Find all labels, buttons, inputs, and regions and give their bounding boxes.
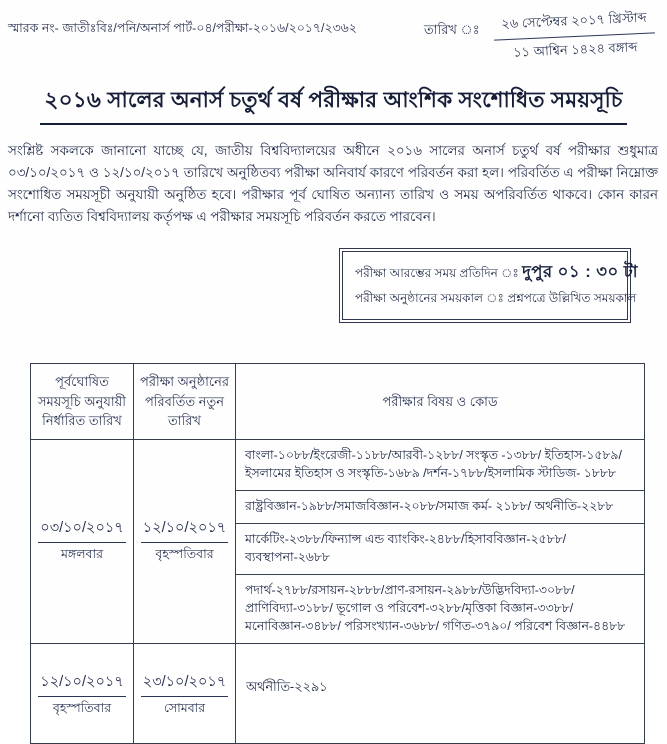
new-day: সোমবার xyxy=(163,700,206,715)
new-date: ২৩/১০/২০১৭ xyxy=(141,671,228,697)
exam-start-time-label: পরীক্ষা আরম্ভের সময় প্রতিদিন ঃ xyxy=(355,266,523,281)
subjects-cell xyxy=(236,644,644,743)
exam-start-time-value: দুপুর ০১ : ৩০ টা xyxy=(522,263,639,282)
new-date-cell xyxy=(134,644,236,743)
old-date: ১২/১০/২০১৭ xyxy=(38,671,125,697)
title-wrap xyxy=(0,84,667,125)
date-bengali: ১১ আশ্বিন ১৪২৪ বঙ্গাব্দ xyxy=(512,39,638,60)
exam-duration-line xyxy=(355,290,637,310)
table-row xyxy=(31,644,644,743)
date-gregorian: ২৬ সেপ্টেম্বর ২০১৭ খ্রিস্টাব্দ xyxy=(493,8,655,40)
subject-group: বাংলা-১০৮৮/ইংরেজী-১১৮৮/আরবী-১২৮৮/ সংস্কৃত -১৩৮৮/ ইতিহাস-১৫৮৯/ ইসলামের ইতিহাস ও সংস্কৃতি-১৬৮৯ /দর্শন-১৭৮৮/ইসলামিক স্টাডিজ- ১৮৮৮ xyxy=(236,440,644,491)
page-title: ২০১৬ সালের অনার্স চতুর্থ বর্ষ পরীক্ষার আংশিক সংশোধিত সময়সূচি xyxy=(40,84,626,125)
date-label: তারিখ ঃ xyxy=(423,22,480,37)
date-stack xyxy=(493,8,656,65)
subject-group: রাষ্ট্রবিজ্ঞান-১৯৮৮/সমাজবিজ্ঞান-২০৮৮/সমাজ কর্ম- ২১৮৮/ অর্থনীতি-২২৮৮ xyxy=(236,491,644,524)
new-date: ১২/১০/২০১৭ xyxy=(141,517,228,543)
old-date-cell xyxy=(31,644,134,743)
new-day: বৃহস্পতিবার xyxy=(155,546,214,561)
old-day: বৃহস্পতিবার xyxy=(52,700,112,715)
old-date: ০৩/১০/২০১৭ xyxy=(38,517,125,543)
exam-start-time-line xyxy=(355,259,639,286)
subject-group: পদার্থ-২৭৮৮/রসায়ন-২৮৮৮/প্রাণ-রসায়ন-২৯৮৮/উদ্ভিদবিদ্যা-৩০৮৮/ প্রাণিবিদ্যা-৩১৮৮/ ভূগোল ও পরিবেশ-৩২৮৮/মৃত্তিকা বিজ্ঞান-৩৩৮৮/মনোবিজ্ঞান-৩৪৮৮/ পরিসংখ্যান-৩৬৮৮/ গণিত-৩৭৯০/ পরিবেশ বিজ্ঞান-৪৪৮৮ xyxy=(245,582,626,633)
old-date-cell xyxy=(31,440,134,643)
subject-group: মার্কেটিং-২৩৮৮/ফিন্যান্স এন্ড ব্যাংকিং-২৪৮৮/হিসাববিজ্ঞান-২৫৮৮/ ব্যবস্থাপনা-২৬৮৮ xyxy=(236,524,644,575)
exam-duration-label: পরীক্ষা অনুষ্ঠানের সময়কাল ঃ xyxy=(355,291,508,306)
table-header-row xyxy=(31,364,644,440)
col-header-new-date: পরীক্ষা অনুষ্ঠানের পরিবর্তিত নতুন তারিখ xyxy=(134,364,236,439)
schedule-table xyxy=(30,363,645,743)
col-header-subjects: পরীক্ষার বিষয় ও কোড xyxy=(382,393,498,409)
exam-duration-value: প্রশ্নপত্রে উল্লিখিত সময়কাল xyxy=(507,291,637,306)
notice-paragraph: সংশ্লিষ্ট সকলকে জানানো যাচ্ছে যে, জাতীয় বিশ্ববিদ্যালয়ের অধীনে ২০১৬ সালের অনার্স চতুর্থ বর্ষ পরীক্ষার শুধুমাত্র ০৩/১০/২০১৭ ও ১২/১০/২০১৭ তারিখে অনুষ্ঠিতব্য পরীক্ষা অনিবার্য কারণে পরিবর্তন করা হল। পরিবর্তিত এ পরীক্ষা নিম্নোক্ত সংশোধিত সময়সূচী অনুযায়ী অনুষ্ঠিত হবে। পরীক্ষার পূর্ব ঘোষিত অন্যান্য তারিখ ও সময় অপরিবর্তিত থাকবে। কোন কারন দর্শানো ব্যতিত বিশ্ববিদ্যালয় কর্তৃপক্ষ এ পরীক্ষার সময়সূচি পরিবর্তন করতে পারবেন। xyxy=(8,143,658,224)
memo-number: স্মারক নং- জাতীঃবিঃ/পনি/অনার্স পার্ট-০৪/পরীক্ষা-২০১৬/২০১৭/২৩৬২ xyxy=(8,21,357,35)
table-row xyxy=(31,440,644,644)
new-date-cell xyxy=(134,440,236,643)
subjects-cell xyxy=(236,440,644,643)
document-topbar xyxy=(0,0,667,62)
col-header-old-date: পূর্বঘোষিত সময়সূচি অনুযায়ী নির্ধারিত তারিখ xyxy=(31,364,134,439)
exam-time-box-inner xyxy=(342,251,639,320)
date-area xyxy=(423,9,655,62)
subject-group: অর্থনীতি-২২৯১ xyxy=(246,678,328,694)
old-day: মঙ্গলবার xyxy=(60,546,103,561)
exam-time-box xyxy=(339,248,639,323)
